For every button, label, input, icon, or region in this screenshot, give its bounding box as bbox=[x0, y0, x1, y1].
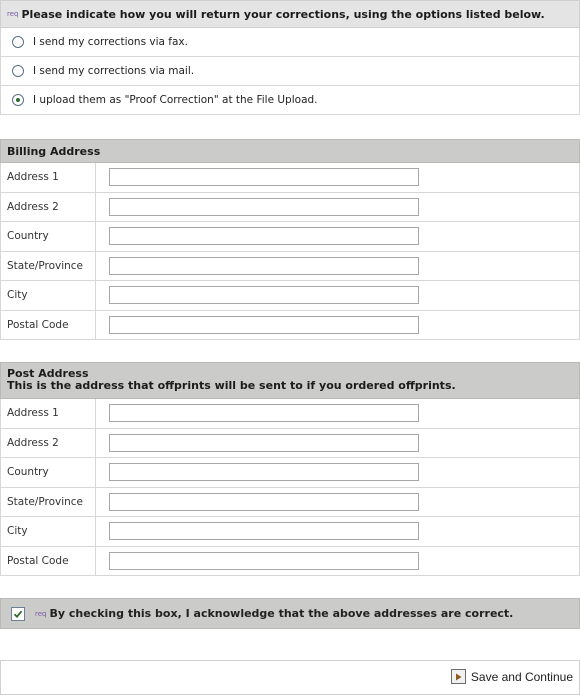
post-state-input[interactable] bbox=[109, 493, 419, 511]
option-upload-label[interactable]: I upload them as "Proof Correction" at the File Upload. bbox=[33, 94, 318, 106]
option-mail-label[interactable]: I send my corrections via mail. bbox=[33, 65, 195, 77]
acknowledge-checkbox[interactable] bbox=[11, 607, 25, 621]
post-address1-row bbox=[0, 399, 580, 429]
post-country-input[interactable] bbox=[109, 463, 419, 481]
billing-address-header bbox=[0, 139, 580, 163]
post-city-label: City bbox=[1, 517, 96, 546]
post-address2-row bbox=[0, 429, 580, 459]
post-city-row bbox=[0, 517, 580, 547]
post-address2-label: Address 2 bbox=[1, 429, 96, 458]
post-postal-label: Postal Code bbox=[1, 547, 96, 576]
post-address-header bbox=[0, 362, 580, 399]
billing-address1-label: Address 1 bbox=[1, 163, 96, 192]
billing-postal-label: Postal Code bbox=[1, 311, 96, 340]
billing-address-title: Billing Address bbox=[7, 144, 101, 158]
billing-state-input[interactable] bbox=[109, 257, 419, 275]
billing-city-label: City bbox=[1, 281, 96, 310]
save-and-continue-button[interactable] bbox=[451, 669, 573, 684]
billing-postal-row bbox=[0, 311, 580, 341]
billing-postal-input[interactable] bbox=[109, 316, 419, 334]
radio-upload[interactable] bbox=[12, 94, 24, 106]
option-upload-row[interactable] bbox=[0, 86, 580, 115]
required-marker: req bbox=[35, 609, 47, 618]
billing-state-row bbox=[0, 252, 580, 282]
billing-state-label: State/Province bbox=[1, 252, 96, 281]
post-address-subtitle: This is the address that offprints will be sent to if you ordered offprints. bbox=[7, 379, 456, 392]
option-fax-label[interactable]: I send my corrections via fax. bbox=[33, 36, 188, 48]
billing-address1-row bbox=[0, 163, 580, 193]
billing-city-row bbox=[0, 281, 580, 311]
post-address2-input[interactable] bbox=[109, 434, 419, 452]
checkmark-icon bbox=[13, 609, 23, 619]
radio-fax[interactable] bbox=[12, 36, 24, 48]
post-postal-input[interactable] bbox=[109, 552, 419, 570]
save-and-continue-label[interactable]: Save and Continue bbox=[470, 669, 573, 684]
post-state-label: State/Province bbox=[1, 488, 96, 517]
form-footer bbox=[0, 660, 580, 695]
billing-city-input[interactable] bbox=[109, 286, 419, 304]
option-fax-row[interactable] bbox=[0, 28, 580, 57]
post-address-title: Post Address bbox=[7, 367, 89, 380]
billing-address1-input[interactable] bbox=[109, 168, 419, 186]
post-country-row bbox=[0, 458, 580, 488]
billing-country-row bbox=[0, 222, 580, 252]
billing-address2-input[interactable] bbox=[109, 198, 419, 216]
play-arrow-icon bbox=[451, 669, 466, 684]
post-country-label: Country bbox=[1, 458, 96, 487]
post-state-row bbox=[0, 488, 580, 518]
billing-country-label: Country bbox=[1, 222, 96, 251]
required-marker: req bbox=[7, 10, 19, 18]
acknowledge-row bbox=[0, 598, 580, 629]
post-address1-label: Address 1 bbox=[1, 399, 96, 428]
billing-address2-row bbox=[0, 193, 580, 223]
radio-mail[interactable] bbox=[12, 65, 24, 77]
billing-address2-label: Address 2 bbox=[1, 193, 96, 222]
post-address1-input[interactable] bbox=[109, 404, 419, 422]
acknowledge-text: By checking this box, I acknowledge that the above addresses are correct. bbox=[49, 607, 514, 620]
option-mail-row[interactable] bbox=[0, 57, 580, 86]
corrections-question bbox=[0, 0, 580, 28]
post-postal-row bbox=[0, 547, 580, 577]
post-city-input[interactable] bbox=[109, 522, 419, 540]
billing-country-input[interactable] bbox=[109, 227, 419, 245]
corrections-question-text: Please indicate how you will return your corrections, using the options listed below. bbox=[21, 7, 545, 21]
